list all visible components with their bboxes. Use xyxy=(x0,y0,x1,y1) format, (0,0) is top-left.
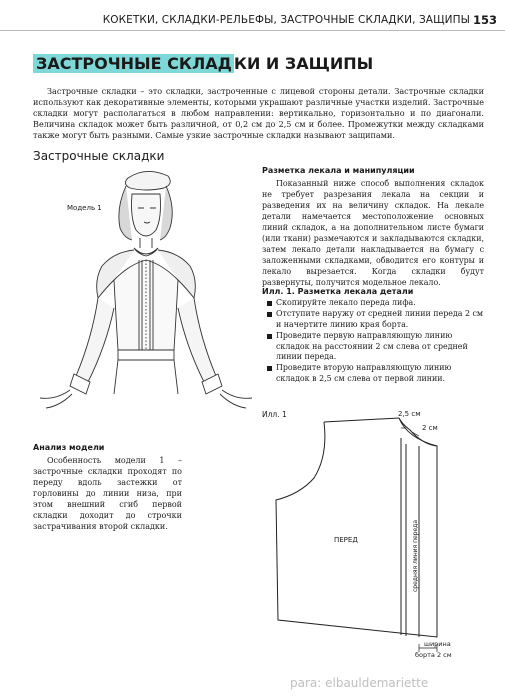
page-number: 153 xyxy=(473,13,498,27)
analysis-title: Анализ модели xyxy=(33,443,105,452)
step-item: Скопируйте лекало переда лифа. xyxy=(262,298,484,308)
intro-paragraph: Застрочные складки – это складки, застроченные с лицевой стороны детали. Застрочные складки используют как декоративные элементы, которыми украшают различные участки изделий. Застрочные складки могут располагаться в любом направлении: вертикально, горизонтально и по диагонали. Величина складок может быть различной, от 0,2 см до 2,5 см и более. Промежутки между складками также могут быть разными. Самые узкие застрочные складки называют защипами. xyxy=(33,86,484,140)
step-item: Отступите наружу от средней линии переда 2 см и начертите линию края борта. xyxy=(262,309,484,330)
section-title-highlight: ЗАСТРОЧНЫЕ СКЛАД xyxy=(33,54,234,73)
model-label: Модель 1 xyxy=(67,204,102,212)
running-head: КОКЕТКИ, СКЛАДКИ-РЕЛЬЕФЫ, ЗАСТРОЧНЫЕ СКЛАДКИ, ЗАЩИПЫ xyxy=(102,14,470,26)
dim-2: 2 см xyxy=(422,424,438,432)
width-value: борта 2 см xyxy=(415,651,452,659)
step-item: Проведите вторую направляющую линию складок в 2,5 см слева от первой линии. xyxy=(262,363,484,384)
dim-2-5: 2,5 см xyxy=(398,410,421,418)
markup-text: Показанный ниже способ выполнения складок не требует разрезания лекала на секции и разведения их на величину складок. На лекале детали намечается местоположение основных линий складок, а на дополнительном листе бумаги (или ткани) размечаются и закладываются складки, затем лекало детали накладывается на бумагу с заложенными складками, обводится его контуры и лекало вырезается. Когда складки будут развернуты, получится модельное лекало. xyxy=(262,179,484,287)
front-label: ПЕРЕД xyxy=(334,536,358,544)
header-rule xyxy=(0,30,505,31)
section-title xyxy=(33,53,373,75)
subsection-title: Застрочные складки xyxy=(33,149,165,163)
steps-list xyxy=(262,298,484,385)
illustration-label: Илл. 1 xyxy=(262,410,287,419)
footer-credit: para: elbauldemariette xyxy=(290,676,429,690)
section-title-rest: КИ И ЗАЩИПЫ xyxy=(233,54,374,73)
markup-title: Разметка лекала и манипуляции xyxy=(262,166,415,175)
analysis-text: Особенность модели 1 – застрочные складки проходят по переду вдоль застежки от горловины до линии низа, при этом внешний сгиб первой складки доходит до строчки застрачивания второй складки. xyxy=(33,456,182,531)
width-label: ширина xyxy=(424,640,451,648)
pattern-drawing xyxy=(262,402,492,660)
center-line-label: средняя линия переда xyxy=(412,519,419,592)
illustration-title: Илл. 1. Разметка лекала детали xyxy=(262,287,414,296)
step-item: Проведите первую направляющую линию складок на расстоянии 2 см слева от средней линии переда. xyxy=(262,331,484,362)
